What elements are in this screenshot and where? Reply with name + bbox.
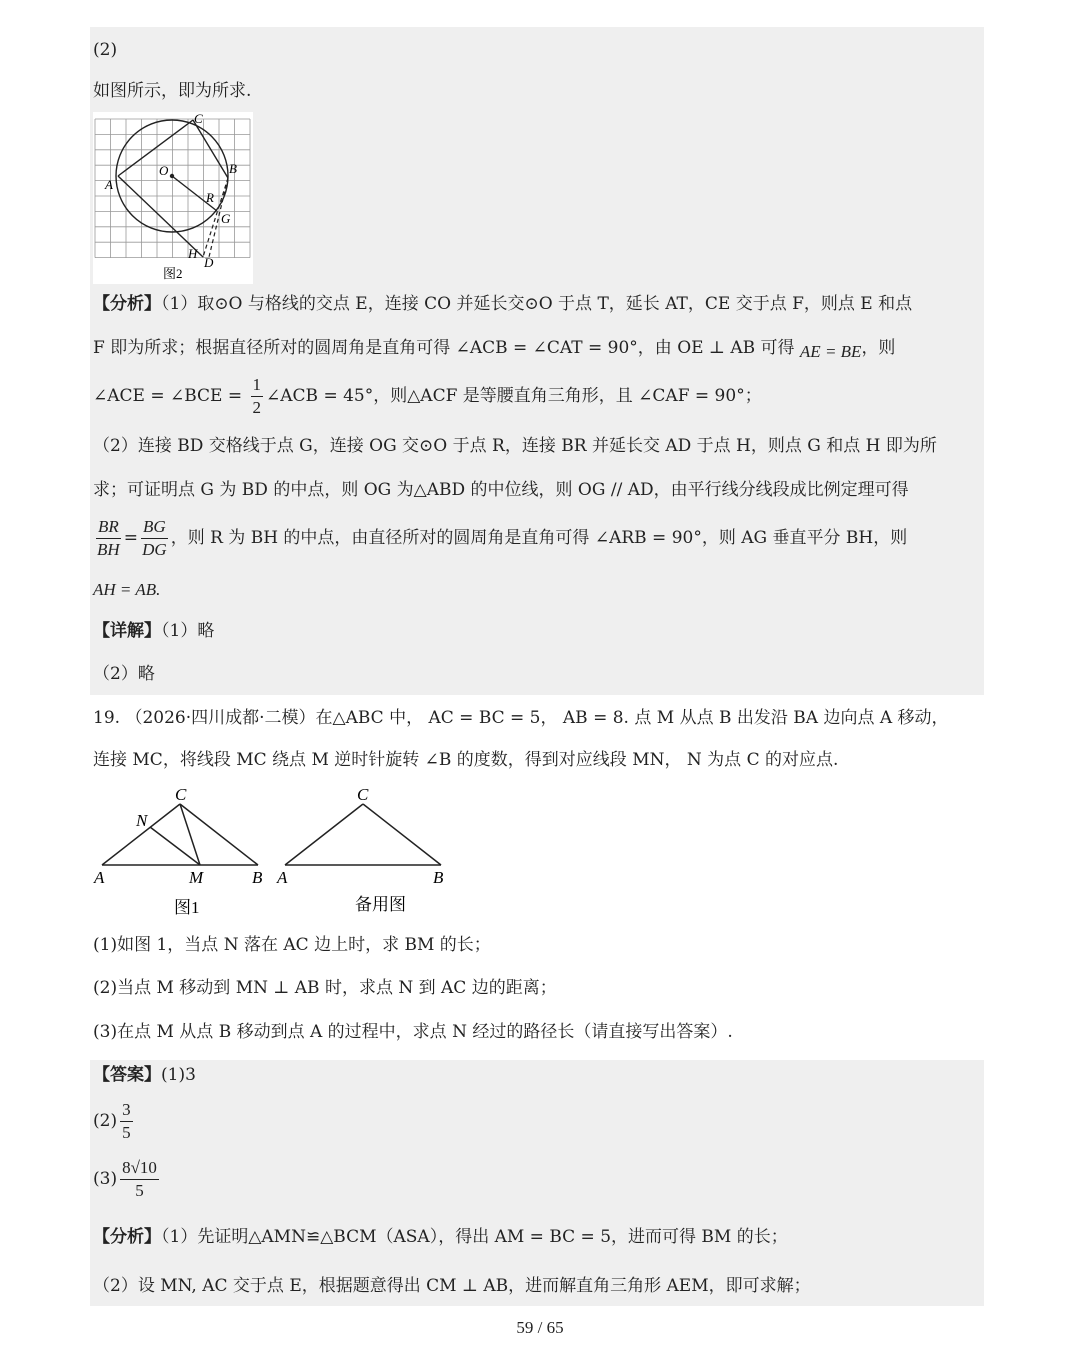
analysis-line-6: $\frac{BR}{BH}$ = $\frac{BG}{DG}$ ，则 R 为 BH 的中点，由直径所对的圆周角是直角可得 ∠ARB = 90°，则 AG 垂直平分 BH，则 bbox=[97, 517, 908, 559]
fraction-3-5: $\frac{3}{5}$ bbox=[122, 1100, 131, 1142]
analysis-line-2: F 即为所求；根据直径所对的圆周角是直角可得 ∠ACB = ∠CAT = 90°，由 OE ⊥ AB 可得 AE = BE，则 bbox=[93, 338, 896, 361]
label-b: B bbox=[229, 161, 237, 176]
fig1-label-b: B bbox=[252, 868, 263, 887]
fig1-label-c: C bbox=[175, 785, 187, 804]
answer-line-2: (2) $\frac{3}{5}$ bbox=[93, 1100, 131, 1142]
analysis2-line-1: 【分析】（1）先证明△AMN≌△BCM（ASA），得出 AM = BC = 5，进而可得 BM 的长； bbox=[93, 1227, 788, 1247]
label-a: A bbox=[105, 177, 113, 192]
figure-2 bbox=[93, 112, 253, 284]
q19-line-2: 连接 MC，将线段 MC 绕点 M 逆时针旋转 ∠B 的度数，得到对应线段 MN， N 为点 C 的对应点. bbox=[93, 750, 839, 770]
fig1-label-a: A bbox=[94, 868, 105, 887]
part2-head: (2) bbox=[93, 40, 118, 60]
analysis-line-5: 求；可证明点 G 为 BD 的中点，则 OG 为△ABD 的中位线，则 OG // AD，由平行线分线段成比例定理可得 bbox=[93, 480, 909, 500]
answer-line-3: (3) $\frac{8√10}{5}$ bbox=[93, 1158, 157, 1200]
page-number: 59 / 65 bbox=[516, 1318, 564, 1337]
label-c: C bbox=[194, 112, 203, 126]
label-g: G bbox=[221, 211, 231, 226]
q19-sub-2: (2)当点 M 移动到 MN ⊥ AB 时，求点 N 到 AC 边的距离； bbox=[93, 978, 557, 998]
label-o: O bbox=[159, 163, 169, 178]
analysis-line-7: AH = AB. bbox=[93, 580, 161, 599]
spare-label-b: B bbox=[433, 868, 444, 887]
spare-label-a: A bbox=[277, 868, 288, 887]
detail-line-2: （2）略 bbox=[93, 664, 155, 684]
part2-text: 如图所示，即为所求. bbox=[93, 81, 252, 101]
spare-label-c: C bbox=[357, 785, 369, 804]
analysis-line-3: ∠ACE = ∠BCE = $\frac{1}{2}$ ∠ACB = 45°，则△ACF 是等腰直角三角形，且 ∠CAF = 90°； bbox=[93, 375, 762, 417]
label-h: H bbox=[188, 246, 198, 261]
detail-tag: 【详解】 bbox=[93, 621, 161, 641]
fig1-label-n: N bbox=[136, 811, 148, 830]
fraction-br-bh: $\frac{BR}{BH}$ bbox=[97, 517, 120, 559]
fraction-bg-dg: $\frac{BG}{DG}$ bbox=[142, 517, 167, 559]
figure-2-caption: 图2 bbox=[163, 266, 183, 281]
fig1-label-m: M bbox=[189, 868, 204, 887]
fraction-one-half: $\frac{1}{2}$ bbox=[252, 375, 262, 417]
analysis-line-4: （2）连接 BD 交格线于点 G，连接 OG 交⊙O 于点 R，连接 BR 并延长交 AD 于点 H，则点 G 和点 H 即为所 bbox=[93, 436, 937, 456]
analysis2-line-2: （2）设 MN, AC 交于点 E，根据题意得出 CM ⊥ AB，进而解直角三角形 AEM，即可求解； bbox=[93, 1276, 811, 1296]
label-r: R bbox=[206, 190, 214, 205]
solution-block-bottom bbox=[90, 1060, 984, 1306]
figure-1-caption: 图1 bbox=[174, 898, 200, 917]
fraction-8root10-5: $\frac{8√10}{5}$ bbox=[122, 1158, 157, 1200]
q19-sub-3: (3)在点 M 从点 B 移动到点 A 的过程中，求点 N 经过的路径长（请直接写出答案）. bbox=[93, 1022, 733, 1042]
figure-1-and-spare bbox=[90, 782, 460, 922]
answer-line-1: 【答案】(1)3 bbox=[93, 1065, 196, 1085]
analysis-tag: 【分析】 bbox=[93, 294, 161, 314]
analysis-line-1: 【分析】（1）取⊙O 与格线的交点 E，连接 CO 并延长交⊙O 于点 T，延长 AT，CE 交于点 F，则点 E 和点 bbox=[93, 294, 913, 314]
analysis2-tag: 【分析】 bbox=[93, 1227, 161, 1247]
q19-sub-1: (1)如图 1，当点 N 落在 AC 边上时，求 BM 的长； bbox=[93, 935, 491, 955]
answer-tag: 【答案】 bbox=[93, 1065, 161, 1085]
label-d: D bbox=[204, 255, 214, 270]
spare-figure-caption: 备用图 bbox=[355, 895, 406, 914]
q19-line-1: 19. （2026·四川成都·二模）在△ABC 中， AC = BC = 5， AB = 8. 点 M 从点 B 出发沿 BA 边向点 A 移动， bbox=[93, 708, 949, 728]
detail-line-1: 【详解】（1）略 bbox=[93, 621, 215, 641]
